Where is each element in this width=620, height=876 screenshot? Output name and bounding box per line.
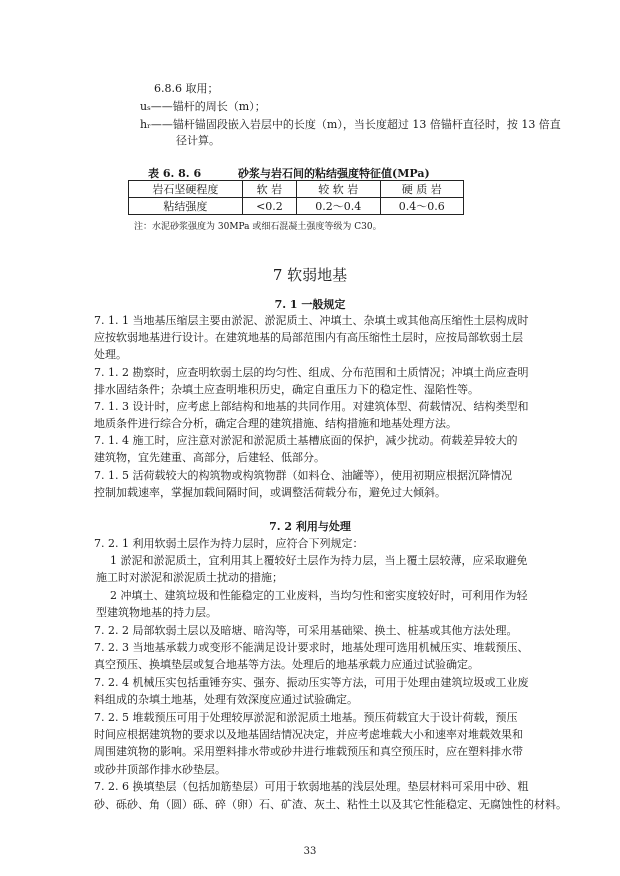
table-cell: 较 软 岩 xyxy=(297,181,380,198)
table-cell: 软 岩 xyxy=(242,181,296,198)
list-item-line: 1 淤泥和淤泥质土，宜利用其上覆较好土层作为持力层，当上覆土层较薄，应采取避免 xyxy=(110,554,528,567)
body-line: 地质条件进行综合分析，确定合理的建筑措施、结构措施和地基处理方法。 xyxy=(94,417,457,430)
table-cell: 硬 质 岩 xyxy=(380,181,464,198)
body-line: 时间应根据建筑物的要求以及地基固结情况决定，并应考虑堆载大小和速率对堆载效果和 xyxy=(94,728,523,741)
table-number: 表 6. 8. 6 xyxy=(148,167,202,180)
body-line: 砂、砾砂、角（圆）砾、碎（卵）石、矿渣、灰土、粘性土以及其它性能稳定、无腐蚀性的材料。 xyxy=(94,798,567,811)
body-line: 7. 2. 6 换填垫层（包括加筋垫层）可用于软弱地基的浅层处理。垫层材料可采用中砂、粗 xyxy=(94,780,529,793)
body-line: 7. 2. 1 利用软弱土层作为持力层时，应符合下列规定： xyxy=(94,537,364,550)
table-row xyxy=(129,181,464,198)
chapter-title: 7 软弱地基 xyxy=(272,266,348,284)
variable-definition-hr: hᵣ——锚杆锚固段嵌入岩层中的长度（m），当长度超过 13 倍锚杆直径时，按 13 倍直 xyxy=(140,118,561,131)
body-line: 控制加载速率，掌握加载间隔时间，或调整活荷载分布，避免过大倾斜。 xyxy=(94,486,446,499)
body-line: 施工时对淤泥和淤泥质土扰动的措施； xyxy=(96,571,283,584)
table-cell: 岩石坚硬程度 xyxy=(129,181,243,198)
body-line: 7. 1. 2 勘察时，应查明软弱土层的均匀性、组成、分布范围和土质情况；冲填土尚应查明 xyxy=(94,366,529,379)
body-line: 排水固结条件；杂填土应查明堆积历史，确定自重压力下的稳定性、湿陷性等。 xyxy=(94,383,479,396)
body-line: 7. 2. 4 机械压实包括重锤夯实、强夯、振动压实等方法，可用于处理由建筑垃圾或工业废 xyxy=(94,676,529,689)
table-cell: 粘结强度 xyxy=(129,198,243,215)
body-line: 7. 2. 2 局部软弱土层以及暗塘、暗沟等，可采用基础梁、换土、桩基或其他方法处理。 xyxy=(94,624,518,637)
body-line: 处理。 xyxy=(94,348,127,361)
body-line: 建筑物，宜先建重、高部分，后建轻、低部分。 xyxy=(94,451,325,464)
page-number: 33 xyxy=(303,846,317,857)
body-line: 周围建筑物的影响。采用塑料排水带或砂井进行堆载预压和真空预压时，应在塑料排水带 xyxy=(94,745,523,758)
body-line: 应按软弱地基进行设计。在建筑地基的局部范围内有高压缩性土层时，应按局部软弱土层 xyxy=(94,331,523,344)
table-note: 注：水泥砂浆强度为 30MPa 或细石混凝土强度等级为 C30。 xyxy=(134,222,382,232)
body-line: 7. 1. 4 施工时，应注意对淤泥和淤泥质土基槽底面的保护，减少扰动。荷载差异较大的 xyxy=(94,434,518,447)
table-caption xyxy=(148,165,430,181)
section-title: 7. 1 一般规定 xyxy=(274,298,346,311)
list-item-line: 2 冲填土、建筑垃圾和性能稳定的工业废料，当均匀性和密实度较好时，可利用作为轻 xyxy=(110,589,528,602)
table-cell: 0.2～0.4 xyxy=(297,198,380,215)
table-title: 砂浆与岩石间的粘结强度特征值(MPa) xyxy=(238,167,430,180)
body-line: 7. 1. 1 当地基压缩层主要由淤泥、淤泥质土、冲填土、杂填土或其他高压缩性土层构成时 xyxy=(94,314,529,327)
body-line: 真空预压、换填垫层或复合地基等方法。处理后的地基承载力应通过试验确定。 xyxy=(94,658,479,671)
table-row xyxy=(129,198,464,215)
body-line: 或砂井顶部作排水砂垫层。 xyxy=(94,763,226,776)
continuation-line: 径计算。 xyxy=(176,134,220,147)
continuation-line: 6.8.6 取用； xyxy=(154,82,219,95)
section-title: 7. 2 利用与处理 xyxy=(269,520,351,533)
bond-strength-table xyxy=(128,180,464,215)
body-line: 7. 2. 5 堆载预压可用于处理较厚淤泥和淤泥质土地基。预压荷载宜大于设计荷载，预压 xyxy=(94,711,518,724)
body-line: 料组成的杂填土地基，处理有效深度应通过试验确定。 xyxy=(94,693,358,706)
table-cell: <0.2 xyxy=(242,198,296,215)
body-line: 7. 1. 3 设计时，应考虑上部结构和地基的共同作用。对建筑体型、荷载情况、结构类型和 xyxy=(94,400,529,413)
body-line: 型建筑物地基的持力层。 xyxy=(96,606,217,619)
table-cell: 0.4～0.6 xyxy=(380,198,464,215)
body-line: 7. 1. 5 活荷载较大的构筑物或构筑物群（如料仓、油罐等），使用初期应根据沉降情况 xyxy=(94,469,512,482)
variable-definition-us: uₛ——锚杆的周长（m）； xyxy=(140,100,266,113)
body-line: 7. 2. 3 当地基承载力或变形不能满足设计要求时，地基处理可选用机械压实、堆载预压、 xyxy=(94,641,529,654)
